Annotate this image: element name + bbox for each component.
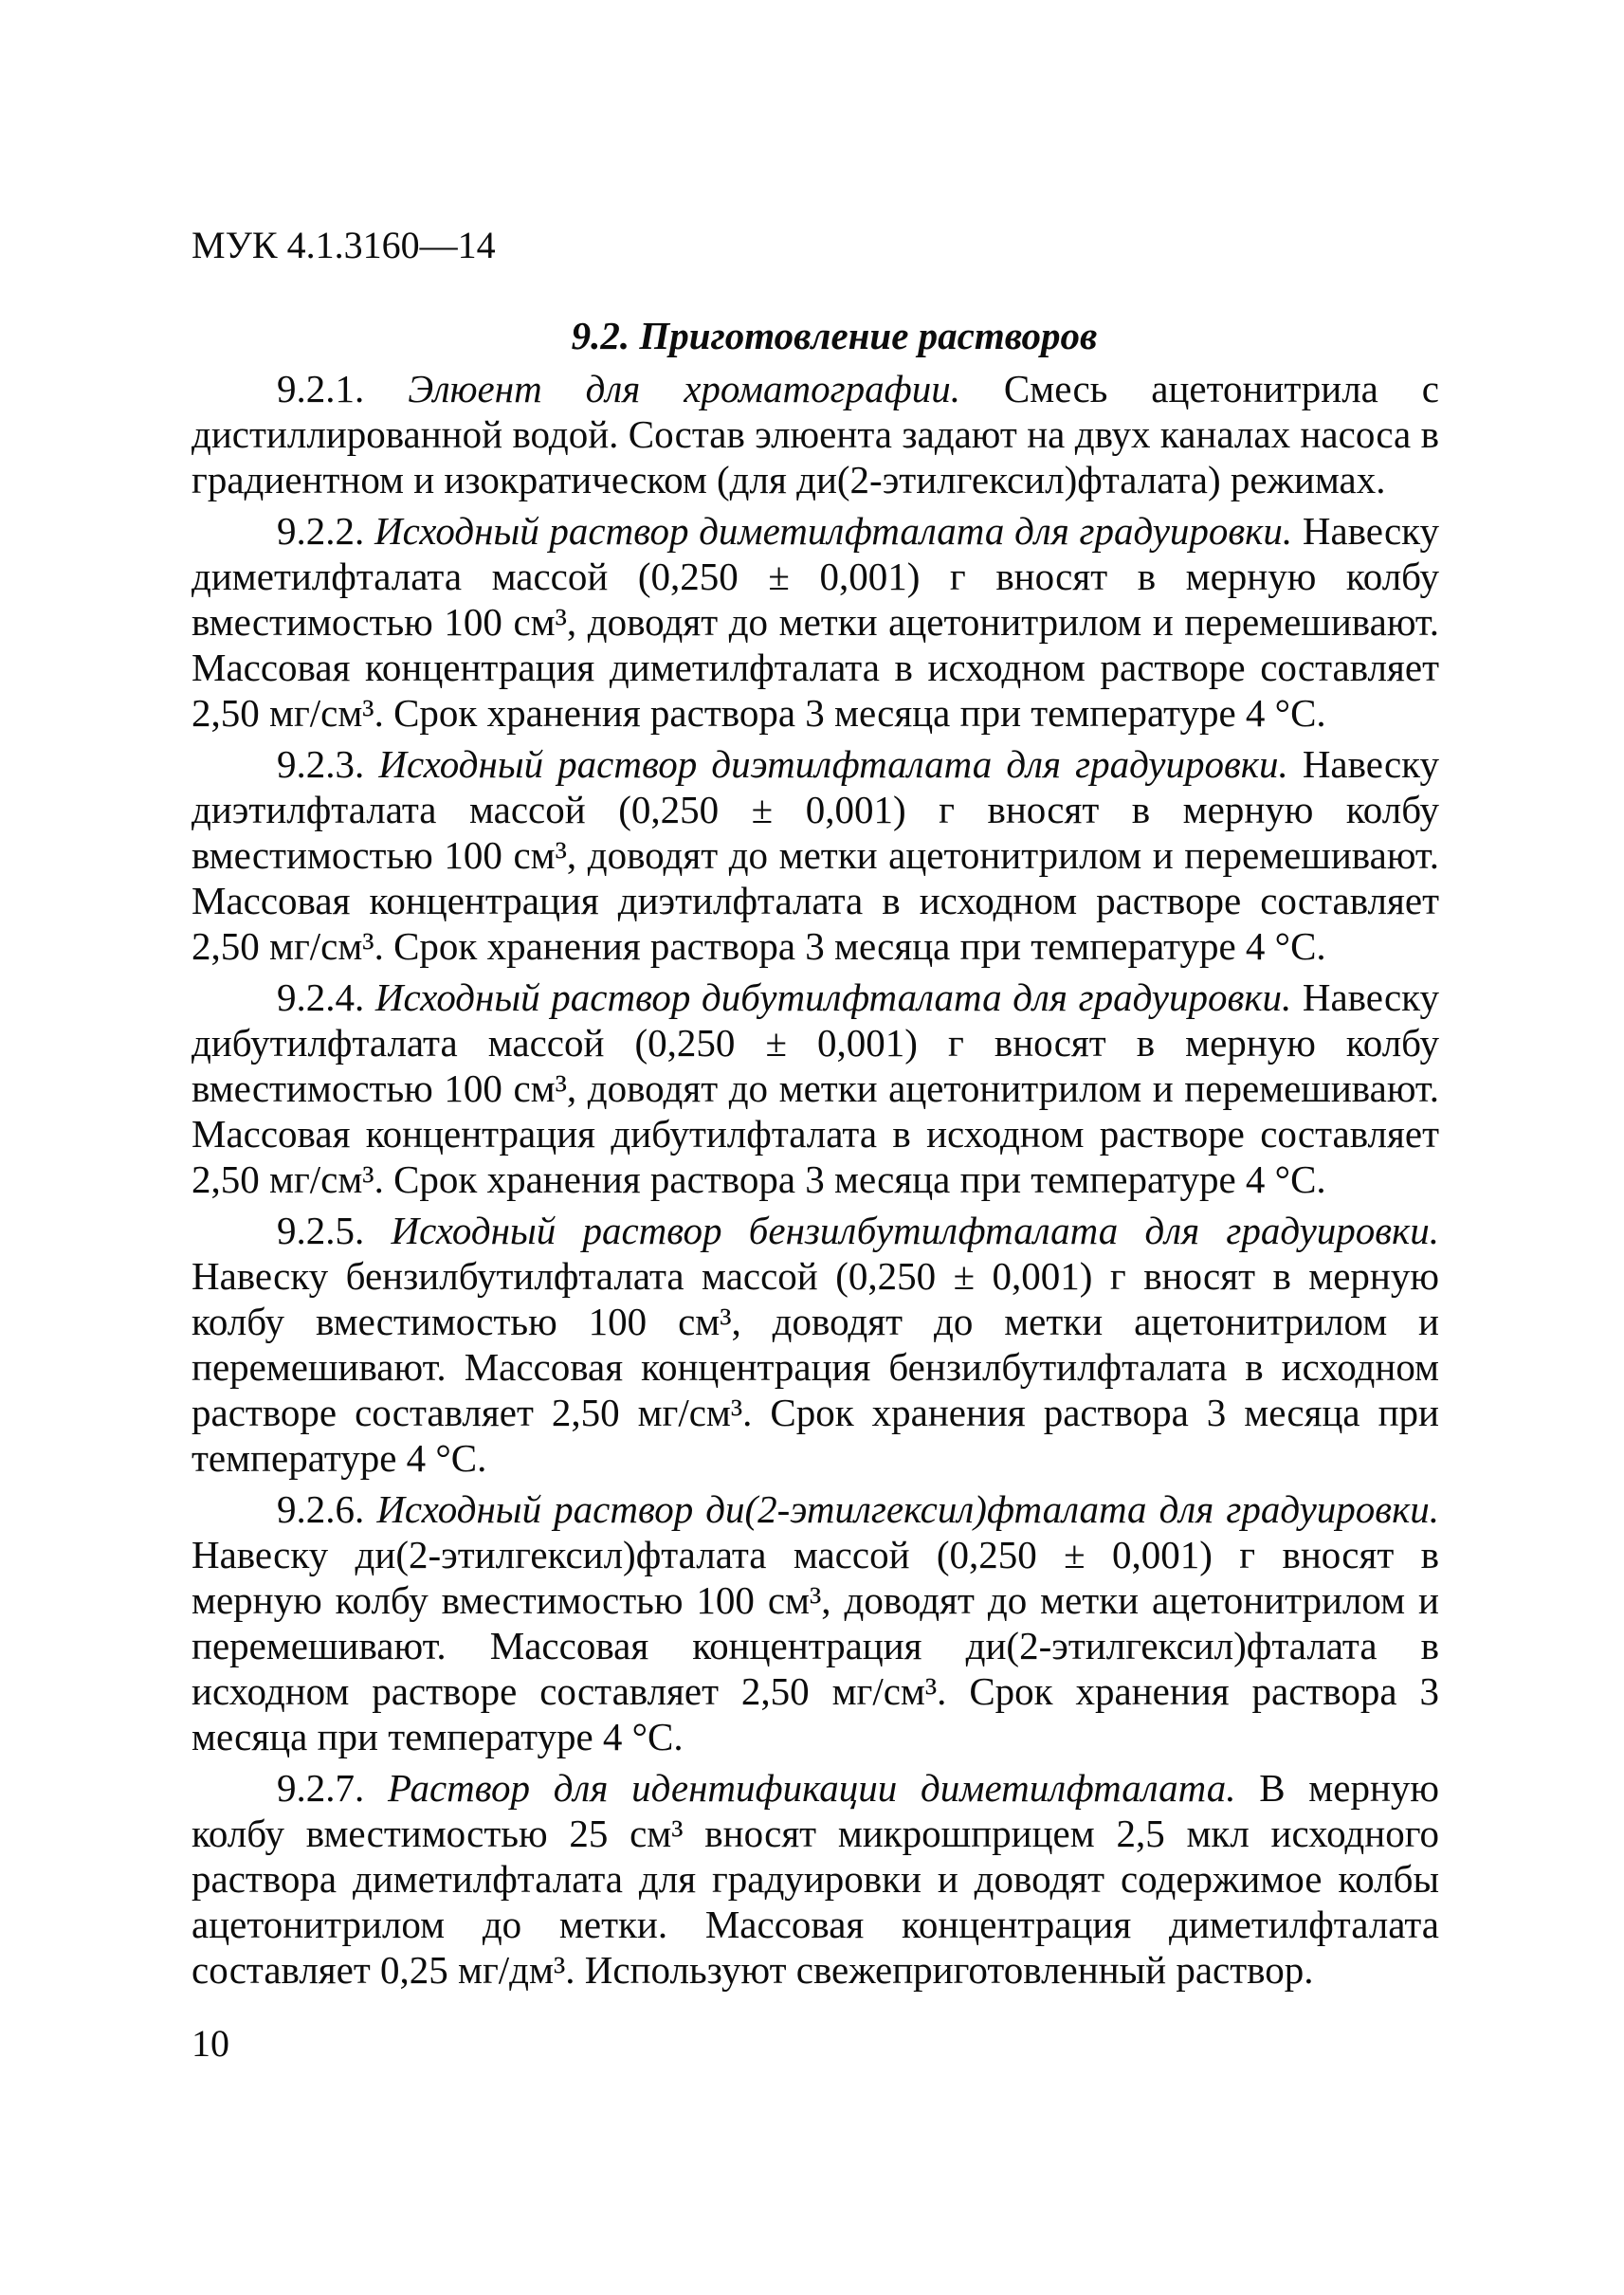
paragraph-title: Исходный раствор ди(2-этилгексил)фталата для градуировки. (376, 1487, 1439, 1531)
paragraph-text: Навеску бензилбутилфталата массой (0,250 ± 0,001) г вносят в мерную колбу вместимостью 100 см³, доводят до метки ацетонитрилом и перемешивают. Массовая концентрация бензилбутилфталата в исходном растворе составляет 2,50 мг/см³. Срок хранения раствора 3 месяца при температуре 4 °С. (192, 1254, 1439, 1480)
paragraph-9-2-1 (192, 366, 1439, 502)
paragraph-number: 9.2.3. (277, 742, 379, 786)
paragraph-9-2-4 (192, 974, 1439, 1202)
paragraph-text: Навеску дибутилфталата массой (0,250 ± 0,001) г вносят в мерную колбу вместимостью 100 см³, доводят до метки ацетонитрилом и перемешивают. Массовая концентрация дибутилфталата в исходном растворе составляет 2,50 мг/см³. Срок хранения раствора 3 месяца при температуре 4 °С. (192, 975, 1440, 1201)
paragraph-text: Навеску диметилфталата массой (0,250 ± 0,001) г вносят в мерную колбу вместимостью 100 см³, доводят до метки ацетонитрилом и перемешивают. Массовая концентрация диметилфталата в исходном растворе составляет 2,50 мг/см³. Срок хранения раствора 3 месяца при температуре 4 °С. (192, 509, 1440, 735)
paragraph-title: Раствор для идентификации диметилфталата. (387, 1766, 1236, 1810)
paragraph-9-2-2 (192, 508, 1439, 736)
page-content (192, 313, 1439, 1998)
paragraph-title: Исходный раствор диметилфталата для градуировки. (374, 509, 1293, 553)
paragraph-title: Элюент для хроматографии. (408, 367, 960, 410)
paragraph-9-2-7 (192, 1765, 1439, 1993)
paragraph-number: 9.2.1. (277, 367, 409, 410)
page-number: 10 (192, 2022, 229, 2065)
paragraph-text: Навеску ди(2-этилгексил)фталата массой (0,250 ± 0,001) г вносят в мерную колбу вместимостью 100 см³, доводят до метки ацетонитрилом и перемешивают. Массовая концентрация ди(2-этилгексил)фталата в исходном растворе составляет 2,50 мг/см³. Срок хранения раствора 3 месяца при температуре 4 °С. (192, 1533, 1439, 1758)
paragraph-text: Навеску диэтилфталата массой (0,250 ± 0,001) г вносят в мерную колбу вместимостью 100 см³, доводят до метки ацетонитрилом и перемешивают. Массовая концентрация диэтилфталата в исходном растворе составляет 2,50 мг/см³. Срок хранения раствора 3 месяца при температуре 4 °С. (192, 742, 1440, 968)
paragraph-number: 9.2.2. (277, 509, 374, 553)
paragraph-number: 9.2.6. (277, 1487, 377, 1531)
paragraph-title: Исходный раствор дибутилфталата для градуировки. (374, 975, 1292, 1019)
document-header: МУК 4.1.3160—14 (192, 224, 496, 266)
paragraph-title: Исходный раствор бензилбутилфталата для градуировки. (391, 1209, 1439, 1252)
paragraph-9-2-5 (192, 1208, 1439, 1481)
paragraph-text: Смесь ацетонитрила с дистиллированной водой. Состав элюента задают на двух каналах насоса в градиентном и изократическом (для ди(2-этилгексил)фталата) режимах. (192, 367, 1440, 501)
paragraph-text: В мерную колбу вместимостью 25 см³ вносят микрошприцем 2,5 мкл исходного раствора диметилфталата для градуировки и доводят содержимое колбы ацетонитрилом до метки. Массовая концентрация диметилфталата составляет 0,25 мг/дм³. Используют свежеприготовленный раствор. (192, 1766, 1440, 1992)
paragraph-number: 9.2.4. (277, 975, 375, 1019)
paragraph-title: Исходный раствор диэтилфталата для градуировки. (378, 742, 1288, 786)
paragraph-number: 9.2.5. (277, 1209, 392, 1252)
paragraph-number: 9.2.7. (277, 1766, 388, 1810)
paragraph-9-2-6 (192, 1486, 1439, 1759)
section-title: 9.2. Приготовление растворов (571, 314, 1098, 357)
paragraph-9-2-3 (192, 741, 1439, 969)
